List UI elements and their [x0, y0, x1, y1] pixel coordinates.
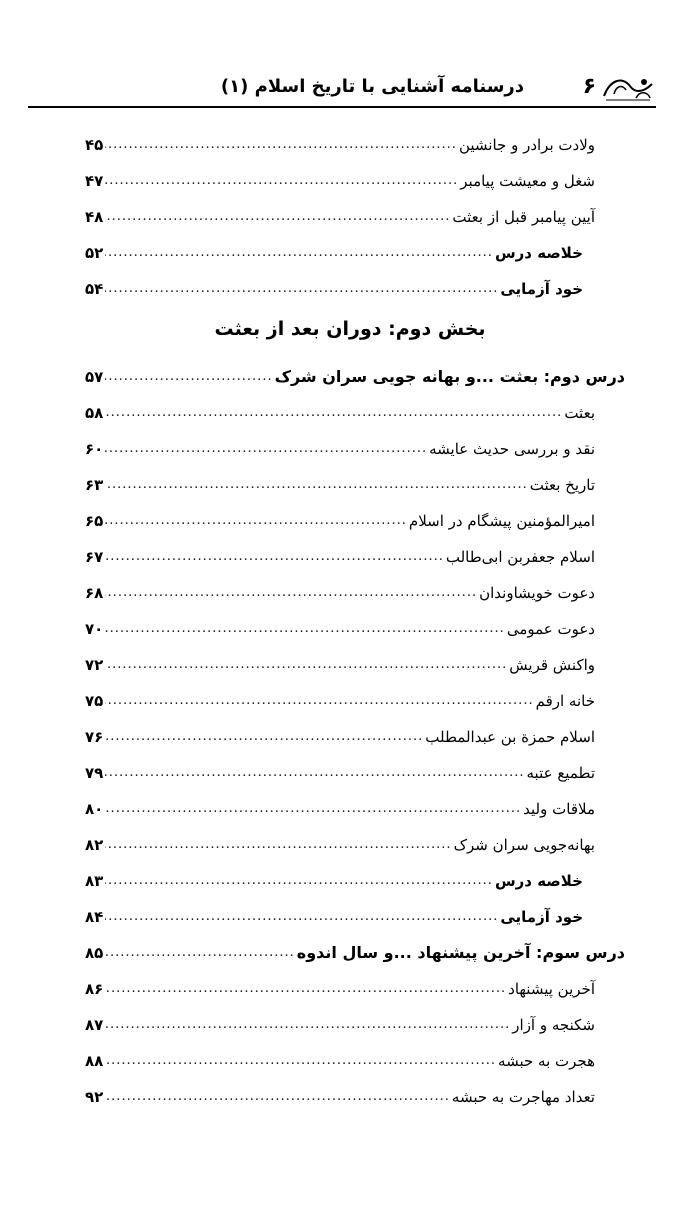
toc-entry[interactable] — [85, 126, 595, 156]
toc-entry[interactable] — [85, 502, 595, 532]
toc-entry-label: شغل و معیشت پیامبر — [460, 172, 595, 190]
toc-entry-page: ۸۴ — [85, 908, 104, 926]
toc-entry-label: اسلام حمزة بن عبدالمطلب — [425, 728, 595, 746]
lesson-page: ۸۵ — [85, 944, 104, 962]
dot-leader — [105, 870, 493, 892]
toc-entry-page: ۸۸ — [85, 1052, 104, 1070]
toc-entry-summary[interactable] — [85, 234, 583, 264]
dot-leader — [105, 618, 505, 640]
toc-entry-label: دعوت عمومی — [506, 620, 595, 638]
toc-entry-self-test[interactable] — [85, 898, 583, 928]
toc-entry[interactable] — [85, 682, 595, 712]
toc-entry-page: ۶۳ — [85, 476, 104, 494]
toc-entry-label: آیین پیامبر قبل از بعثت — [452, 208, 595, 226]
toc-entry[interactable] — [85, 610, 595, 640]
dot-leader — [105, 1086, 450, 1108]
toc-entry-label: خلاصه درس — [494, 244, 583, 262]
dot-leader — [105, 942, 294, 964]
toc-entry[interactable] — [85, 790, 595, 820]
toc-entry-page: ۷۶ — [85, 728, 104, 746]
toc-entry[interactable] — [85, 574, 595, 604]
dot-leader — [105, 654, 507, 676]
toc-entry-page: ۸۷ — [85, 1016, 104, 1034]
toc-entry-page: ۸۲ — [85, 836, 104, 854]
page-header — [28, 72, 656, 108]
toc-entry-page: ۹۲ — [85, 1088, 104, 1106]
toc-entry-page: ۴۵ — [85, 136, 104, 154]
toc-entry-page: ۴۷ — [85, 172, 104, 190]
toc-entry-label: نقد و بررسی حدیث عایشه — [429, 440, 595, 458]
toc-entry[interactable] — [85, 162, 595, 192]
toc-entry-page: ۶۵ — [85, 512, 104, 530]
dot-leader — [105, 1050, 496, 1072]
dot-leader — [105, 978, 506, 1000]
toc-entry-page: ۶۸ — [85, 584, 104, 602]
dot-leader — [105, 510, 407, 532]
toc-entry-page: ۷۵ — [85, 692, 104, 710]
toc-entry-label: تاریخ بعثت — [529, 476, 595, 494]
dot-leader — [105, 170, 458, 192]
toc-entry-page: ۸۶ — [85, 980, 104, 998]
dot-leader — [105, 690, 533, 712]
toc-lesson-heading[interactable] — [85, 934, 625, 964]
toc-entry-page: ۶۷ — [85, 548, 104, 566]
toc-entry-label: واکنش قریش — [509, 656, 595, 674]
toc-entry[interactable] — [85, 394, 595, 424]
dot-leader — [105, 438, 427, 460]
toc-entry-label: خلاصه درس — [494, 872, 583, 890]
lesson-title: درس سوم: آخرین پیشنهاد ...و سال اندوه — [296, 943, 625, 962]
toc-entry[interactable] — [85, 1042, 595, 1072]
toc-entry-label: خانه ارقم — [535, 692, 595, 710]
toc-entry[interactable] — [85, 826, 595, 856]
toc-entry[interactable] — [85, 538, 595, 568]
dot-leader — [105, 402, 562, 424]
toc-entry-label: تطمیع عتبه — [526, 764, 595, 782]
dot-leader — [105, 242, 493, 264]
dot-leader — [105, 546, 444, 568]
toc-entry-page: ۷۹ — [85, 764, 104, 782]
toc-entry-label: بعثت — [564, 404, 595, 422]
dot-leader — [105, 474, 527, 496]
toc-entry-page: ۵۴ — [85, 280, 104, 298]
toc-entry-page: ۵۲ — [85, 244, 104, 262]
dot-leader — [105, 366, 272, 388]
toc-entry-label: آخرین پیشنهاد — [508, 980, 595, 998]
toc-entry[interactable] — [85, 1078, 595, 1108]
toc-entry[interactable] — [85, 1006, 595, 1036]
toc-entry-label: خود آزمایی — [500, 280, 583, 298]
dot-leader — [105, 134, 457, 156]
lesson-page: ۵۷ — [85, 368, 104, 386]
toc-entry-self-test[interactable] — [85, 270, 583, 300]
dot-leader — [105, 206, 450, 228]
dot-leader — [105, 278, 498, 300]
lesson-title: درس دوم: بعثت ...و بهانه جویی سران شرک — [274, 367, 625, 386]
floral-ornament-icon — [600, 72, 656, 104]
toc-entry-summary[interactable] — [85, 862, 583, 892]
dot-leader — [105, 834, 451, 856]
toc-entry-label: اسلام جعفربن ابی‌طالب — [445, 548, 595, 566]
page-number: ۶ — [582, 74, 596, 99]
book-title: درسنامه آشنایی با تاریخ اسلام (۱) — [220, 76, 524, 97]
dot-leader — [105, 1014, 510, 1036]
toc-entry[interactable] — [85, 466, 595, 496]
toc-entry[interactable] — [85, 198, 595, 228]
toc-entry[interactable] — [85, 754, 595, 784]
toc-entry-label: خود آزمایی — [500, 908, 583, 926]
toc-entry-page: ۸۳ — [85, 872, 104, 890]
toc-entry[interactable] — [85, 646, 595, 676]
toc-entry-label: ولادت برادر و جانشین — [458, 136, 595, 154]
toc-entry[interactable] — [85, 970, 595, 1000]
toc-entry-page: ۸۰ — [85, 800, 104, 818]
toc-entry-page: ۴۸ — [85, 208, 104, 226]
toc-entry-label: هجرت به حبشه — [498, 1052, 595, 1070]
toc-entry-label: امیرالمؤمنین پیشگام در اسلام — [408, 512, 595, 530]
dot-leader — [105, 798, 521, 820]
toc-entry-page: ۷۰ — [85, 620, 104, 638]
toc-entry-label: شکنجه و آزار — [512, 1016, 595, 1034]
toc-entry-page: ۶۰ — [85, 440, 104, 458]
dot-leader — [105, 906, 498, 928]
toc-entry-label: دعوت خویشاوندان — [479, 584, 595, 602]
dot-leader — [105, 582, 477, 604]
toc-entry-label: ملاقات ولید — [523, 800, 595, 818]
toc-entry[interactable] — [85, 430, 595, 460]
toc-entry-page: ۵۸ — [85, 404, 104, 422]
dot-leader — [105, 726, 423, 748]
dot-leader — [105, 762, 524, 784]
section-heading: بخش دوم: دوران بعد از بعثت — [214, 318, 486, 340]
toc-lesson-heading[interactable] — [85, 358, 625, 388]
toc-entry-page: ۷۲ — [85, 656, 104, 674]
toc-entry[interactable] — [85, 718, 595, 748]
toc-entry-label: تعداد مهاجرت به حبشه — [451, 1088, 595, 1106]
toc-entry-label: بهانه‌جویی سران شرک — [453, 836, 595, 854]
